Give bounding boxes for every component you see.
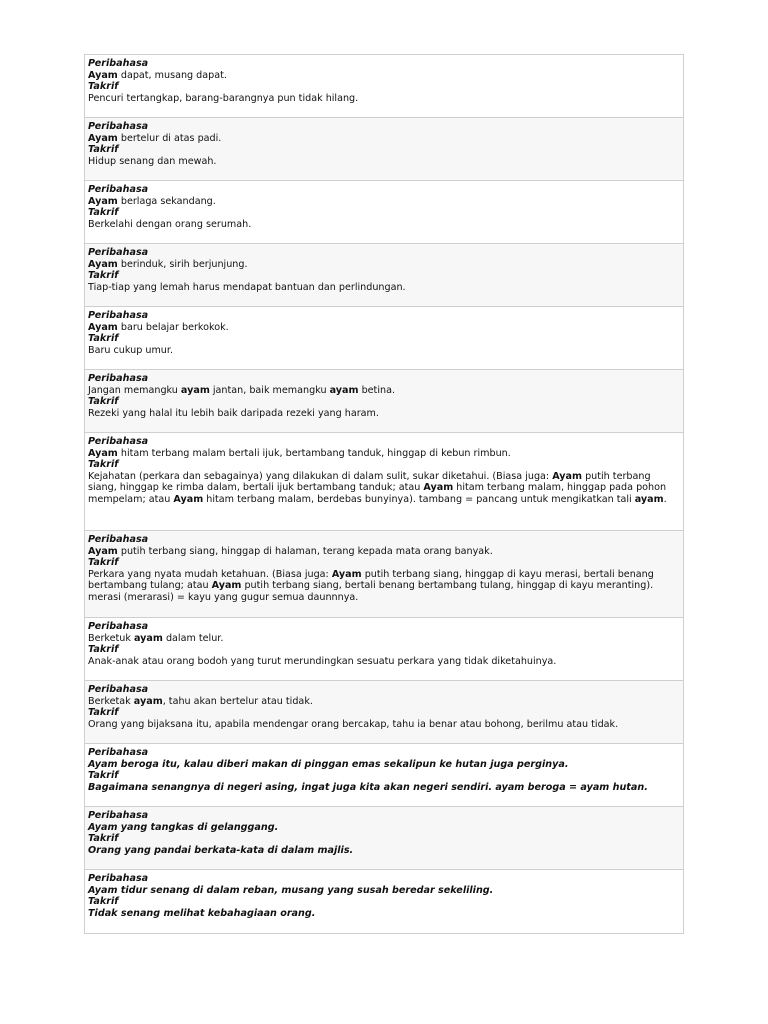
definition-text [88, 345, 680, 357]
proverb-text-segment: baru belajar berkokok. [117, 321, 229, 333]
definition-text-segment: Perkara yang nyata mudah ketahuan. (Biasa juga: [88, 568, 332, 580]
proverb-text [88, 448, 680, 460]
proverb-entry [85, 181, 683, 244]
proverb-text-segment: dalam telur. [162, 632, 224, 644]
definition-label: Takrif [88, 396, 119, 408]
proverb-text [88, 70, 680, 82]
proverb-text [88, 633, 680, 645]
proverb-entry [85, 807, 683, 870]
proverb-text-segment: betina. [358, 384, 395, 396]
definition-label: Takrif [88, 144, 119, 156]
proverb-entry [85, 118, 683, 181]
proverb-label: Peribahasa [88, 121, 149, 132]
definition-text-segment: Berkelahi dengan orang serumah. [88, 218, 252, 230]
proverb-text-segment: Ayam tidur senang di dalam reban, musang yang susah beredar sekeliling. [88, 884, 494, 896]
definition-label: Takrif [88, 207, 119, 219]
definition-label: Takrif [88, 270, 119, 282]
definition-label: Takrif [88, 81, 119, 93]
proverb-label: Peribahasa [88, 184, 149, 195]
definition-label: Takrif [88, 707, 119, 719]
definition-text [88, 93, 680, 105]
definition-text [88, 569, 680, 604]
definition-text [88, 656, 680, 668]
definition-text [88, 156, 680, 168]
proverb-entry [85, 870, 683, 933]
definition-text-segment: Ayam [211, 580, 242, 592]
proverb-text-segment: hitam terbang malam bertali ijuk, bertambang tanduk, hinggap di kebun rimbun. [117, 447, 511, 459]
proverb-label: Peribahasa [88, 373, 149, 384]
proverb-text-segment: Berketak [88, 695, 134, 707]
proverb-label: Peribahasa [88, 810, 149, 821]
proverb-entry [85, 531, 683, 618]
definition-text-segment: Ayam [423, 482, 454, 494]
proverb-label: Peribahasa [88, 873, 149, 884]
definition-text-segment: Anak-anak atau orang bodoh yang turut merundingkan sesuatu perkara yang tidak diketahuinya. [88, 655, 557, 667]
proverb-entry [85, 433, 683, 531]
proverb-label: Peribahasa [88, 684, 149, 695]
definition-label: Takrif [88, 333, 119, 345]
definition-text-segment: . [663, 493, 667, 505]
definition-label: Takrif [88, 770, 119, 782]
proverb-text [88, 196, 680, 208]
proverb-label: Peribahasa [88, 247, 149, 258]
proverb-text [88, 759, 680, 771]
definition-text-segment: Hidup senang dan mewah. [88, 155, 217, 167]
proverb-label: Peribahasa [88, 747, 149, 758]
proverb-text-segment: Ayam [88, 545, 118, 557]
proverb-text-segment: ayam [180, 384, 210, 396]
proverb-text-segment: dapat, musang dapat. [117, 69, 227, 81]
proverb-text-segment: Ayam [88, 132, 118, 144]
proverb-label: Peribahasa [88, 310, 149, 321]
proverb-entry [85, 744, 683, 807]
proverb-text-segment: berlaga sekandang. [117, 195, 216, 207]
definition-text [88, 845, 680, 857]
proverb-text-segment: jantan, baik memangku [209, 384, 330, 396]
proverb-label: Peribahasa [88, 621, 149, 632]
proverb-entry [85, 618, 683, 681]
proverb-text-segment: Berketuk [88, 632, 134, 644]
definition-text-segment: Baru cukup umur. [88, 344, 173, 356]
proverb-text-segment: Ayam [88, 321, 118, 333]
definition-text-segment: Bagaimana senangnya di negeri asing, ingat juga kita akan negeri sendiri. ayam beroga = ayam hutan. [88, 781, 648, 793]
proverb-text-segment: ayam [329, 384, 359, 396]
definition-text-segment: Rezeki yang halal itu lebih baik daripada rezeki yang haram. [88, 407, 379, 419]
proverb-text-segment: , tahu akan bertelur atau tidak. [162, 695, 313, 707]
proverb-text-segment: bertelur di atas padi. [117, 132, 222, 144]
proverb-text-segment: Ayam yang tangkas di gelanggang. [88, 821, 279, 833]
definition-text-segment: putih terbang siang, hinggap di kayu merasi, bertali benang bertambang tulang; atau [88, 568, 654, 592]
definition-text-segment: Ayam [331, 568, 362, 580]
proverb-text [88, 822, 680, 834]
proverb-document [84, 54, 684, 934]
definition-text [88, 719, 680, 731]
proverb-text-segment: Ayam beroga itu, kalau diberi makan di pinggan emas sekalipun ke hutan juga perginya. [88, 758, 569, 770]
definition-text [88, 219, 680, 231]
proverb-text-segment: berinduk, sirih berjunjung. [117, 258, 248, 270]
proverb-label: Peribahasa [88, 436, 149, 447]
definition-text-segment: putih terbang siang, bertali benang bertambang tulang, hinggap di kayu meranting). merasi (merarasi) = kayu yang gugur semua daunnnya. [88, 580, 654, 603]
definition-text-segment: Tiap-tiap yang lemah harus mendapat bantuan dan perlindungan. [88, 281, 406, 293]
definition-text-segment: hitam terbang malam, hinggap pada pohon mempelam; atau [88, 482, 667, 505]
proverb-text [88, 259, 680, 271]
definition-text [88, 782, 680, 794]
definition-label: Takrif [88, 557, 119, 569]
proverb-text [88, 322, 680, 334]
definition-text [88, 282, 680, 294]
definition-text-segment: Orang yang bijaksana itu, apabila mendengar orang bercakap, tahu ia benar atau bohong, berilmu atau tidak. [88, 718, 619, 730]
definition-text-segment: Tidak senang melihat kebahagiaan orang. [88, 907, 316, 919]
definition-text-segment: Orang yang pandai berkata-kata di dalam majlis. [88, 844, 354, 856]
definition-text-segment: Pencuri tertangkap, barang-barangnya pun tidak hilang. [88, 92, 359, 104]
definition-text-segment: Ayam [552, 470, 583, 482]
definition-label: Takrif [88, 644, 119, 656]
proverb-text [88, 133, 680, 145]
definition-text [88, 408, 680, 420]
proverb-text [88, 546, 680, 558]
definition-text [88, 471, 680, 506]
proverb-text-segment: ayam [134, 632, 163, 644]
proverb-entry [85, 307, 683, 370]
proverb-text-segment: Ayam [88, 258, 118, 270]
definition-label: Takrif [88, 896, 119, 908]
proverb-text [88, 885, 680, 897]
proverb-text [88, 696, 680, 708]
definition-text-segment: putih terbang siang, hinggap ke rimba dalam, bertali ijuk bertambang tanduk; atau [88, 470, 651, 494]
definition-text-segment: hitam terbang malam, berdebas bunyinya). tambang = pancang untuk mengikatkan tali [203, 493, 635, 505]
proverb-text-segment: Ayam [88, 447, 118, 459]
definition-label: Takrif [88, 833, 119, 845]
proverb-text [88, 385, 680, 397]
proverb-text-segment: Jangan memangku [88, 384, 181, 396]
proverb-text-segment: ayam [133, 695, 163, 707]
proverb-entry [85, 55, 683, 118]
proverb-entry [85, 244, 683, 307]
definition-text-segment: Ayam [173, 493, 204, 505]
definition-text-segment: ayam [634, 493, 664, 505]
proverb-text-segment: Ayam [88, 195, 118, 207]
definition-label: Takrif [88, 459, 119, 471]
definition-text-segment: Kejahatan (perkara dan sebagainya) yang dilakukan di dalam sulit, sukar diketahui. (Biasa juga: [88, 470, 553, 482]
proverb-text-segment: Ayam [88, 69, 118, 81]
proverb-entry [85, 370, 683, 433]
definition-text [88, 908, 680, 920]
proverb-entry [85, 681, 683, 744]
proverb-label: Peribahasa [88, 58, 149, 69]
proverb-text-segment: putih terbang siang, hinggap di halaman, terang kepada mata orang banyak. [117, 545, 493, 557]
proverb-label: Peribahasa [88, 534, 149, 545]
